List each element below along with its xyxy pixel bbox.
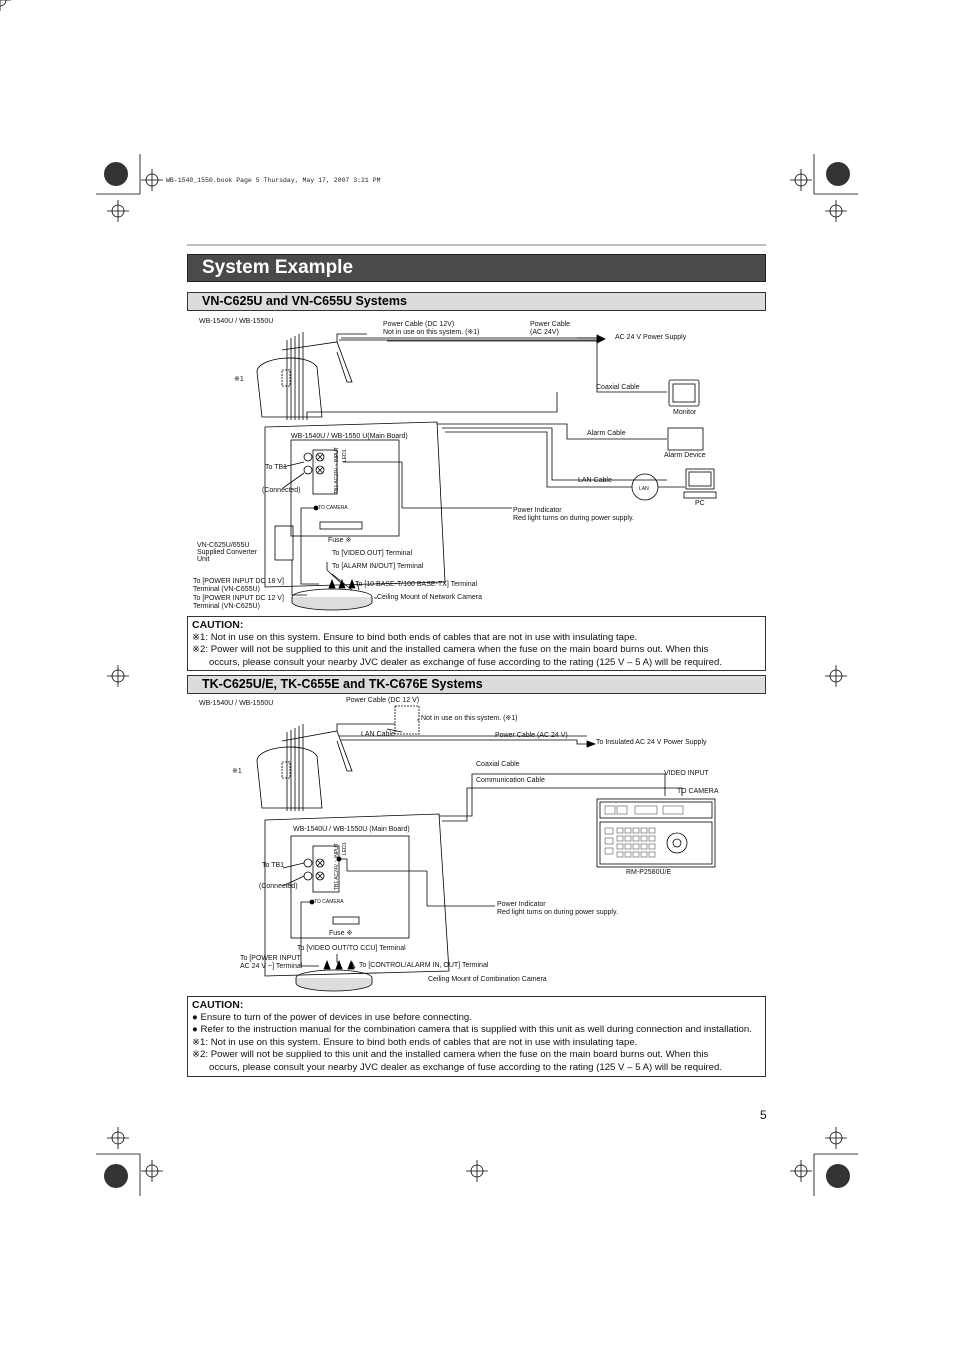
s1-caution-note1: ※1: Not in use on this system. Ensure to bind both ends of cables that are not in use with insulating tape. [192,631,638,643]
s2-caution-bullet1: ● Ensure to turn of the power of devices in use before connecting. [192,1011,472,1023]
s1-not-in-use-label: Not in use on this system. (※1) [383,329,480,336]
s1-lan-cable-label: LAN Cable [578,477,612,484]
s2-video-input-label: VIDEO INPUT [664,770,709,777]
s2-tb-text: TB1 AC24V ~ INPUT [334,843,340,890]
s1-converter-label-2: Supplied Converter [197,549,257,556]
s1-to-camera-label: TO CAMERA [318,505,348,511]
s1-power-dc-label: Power Cable (DC 12V) [383,321,455,328]
s1-power-ac2-label: (AC 24V) [530,329,559,336]
diagram-network-system [187,312,766,612]
s1-fuse-label: Fuse ※ [328,537,352,544]
s2-model-label: WB-1540U / WB-1550U [199,700,274,707]
s1-to-tb1-label: To TB1 [265,464,288,471]
s2-not-in-use-label: Not in use on this system. (※1) [421,715,518,722]
s1-pc-label: PC [695,500,705,507]
s2-caution-title: CAUTION: [192,999,244,1011]
page-title: System Example [202,257,354,278]
s2-ac-supply-label: To Insulated AC 24 V Power Supply [596,739,707,746]
s1-converter-label-1: VN-C625U/655U [197,542,250,549]
s1-power-ac-label: Power Cable [530,321,571,328]
s1-lan-label: LAN [639,486,649,492]
s1-model-label: WB-1540U / WB-1550U [199,318,274,325]
s1-red-light-label: Red light turns on during power supply. [513,515,634,522]
s1-led-text: LED1 [342,449,348,462]
s1-alarm-cable-label: Alarm Cable [587,430,626,437]
s2-power-indicator-label: Power Indicator [497,901,546,908]
s1-connected-label: (Connected) [262,487,301,494]
s1-ac-supply-label: AC 24 V Power Supply [615,334,687,341]
section1-heading [187,292,766,311]
s2-to-camera-top-label: TO CAMERA [677,788,719,795]
s1-caution-title: CAUTION: [192,619,244,631]
section2-heading-text: TK-C625U/E, TK-C655E and TK-C676E Systems [202,677,483,691]
s1-base-t-label: To [10 BASE-T/100 BASE-TX] Terminal [355,581,478,588]
s2-to-camera-label: TO CAMERA [314,899,344,905]
s1-monitor-label: Monitor [673,409,697,416]
section2-caution [187,996,766,1077]
s1-main-board-label: WB-1540U / WB-1550 U(Main Board) [291,433,408,440]
s2-lan-cable-label: LAN Cable [361,731,395,738]
s2-power-dc-label: Power Cable (DC 12 V) [346,697,420,704]
s2-caution-note2b: occurs, please consult your nearby JVC dealer as exchange of fuse according to the rating (125 V – 5 A) will be required. [209,1061,723,1073]
s2-power-input-label: To [POWER INPUT [240,955,301,962]
s2-led-text: LED1 [342,842,348,855]
s1-terminal625-label: Terminal (VN-C625U) [193,603,260,610]
s2-comm-label: Communication Cable [476,777,545,784]
s2-caution-note2a: ※2: Power will not be supplied to this unit and the installed camera when the fuse on the main board burns out. When this [192,1049,709,1060]
s1-video-out-label: To [VIDEO OUT] Terminal [332,550,413,557]
s1-tb-text: TB1 AC24V ~ INPUT [334,447,340,494]
s2-rm-label: RM-P2580U/E [626,869,672,876]
s1-ceiling-label: Ceiling Mount of Network Camera [377,594,483,601]
s1-coaxial-label: Coaxial Cable [596,384,640,391]
print-header: WB-1540_1550.book Page 5 Thursday, May 17, 2007 3:21 PM [166,177,381,184]
s1-power-indicator-label: Power Indicator [513,507,562,514]
s2-fuse-label: Fuse ※ [329,930,353,937]
s1-converter-label-3: Unit [197,556,210,563]
section1-caution [187,616,766,671]
page-title-bar [187,254,766,282]
section2-heading [187,675,766,694]
s2-ceiling-label: Ceiling Mount of Combination Camera [428,976,547,983]
s2-video-ccu-label: To [VIDEO OUT/TO CCU] Terminal [297,945,406,952]
s2-red-light-label: Red light turns on during power supply. [497,909,618,916]
s1-caution-note2b: occurs, please consult your nearby JVC dealer as exchange of fuse according to the rating (125 V – 5 A) will be required. [209,656,723,668]
s2-main-board-label: WB-1540U / WB-1550U (Main Board) [293,826,410,833]
s1-alarm-inout-label: To [ALARM IN/OUT] Terminal [332,563,424,570]
s2-caution-note1: ※1: Not in use on this system. Ensure to bind both ends of cables that are not in use with insulating tape. [192,1036,638,1048]
s2-caution-bullet2: ● Refer to the instruction manual for the combination camera that is supplied with this unit as well during connection and installation. [192,1024,752,1035]
s2-connected-label: (Connected) [259,883,298,890]
s2-to-tb1-label: To TB1 [262,862,285,869]
s2-control-label: To [CONTROL/ALARM IN, OUT] Terminal [359,962,489,969]
s2-note1-label: ※1 [232,768,242,775]
s1-note1-label: ※1 [234,376,244,383]
s1-caution-note2a: ※2: Power will not be supplied to this unit and the installed camera when the fuse on the main board burns out. When this [192,644,709,655]
section1-heading-text: VN-C625U and VN-C655U Systems [202,294,407,308]
s1-alarm-device-label: Alarm Device [664,452,706,459]
s1-terminal655-label: Terminal (VN-C655U) [193,586,260,593]
s2-coaxial-label: Coaxial Cable [476,761,520,768]
page-number: 5 [760,1108,767,1122]
s1-power-input18-label: To [POWER INPUT DC 18 V] [193,578,284,585]
s2-ac24-label: AC 24 V ~] Terminal [240,963,303,970]
s1-power-input12-label: To [POWER INPUT DC 12 V] [193,595,284,602]
s2-power-ac-label: Power Cable (AC 24 V) [495,732,568,739]
